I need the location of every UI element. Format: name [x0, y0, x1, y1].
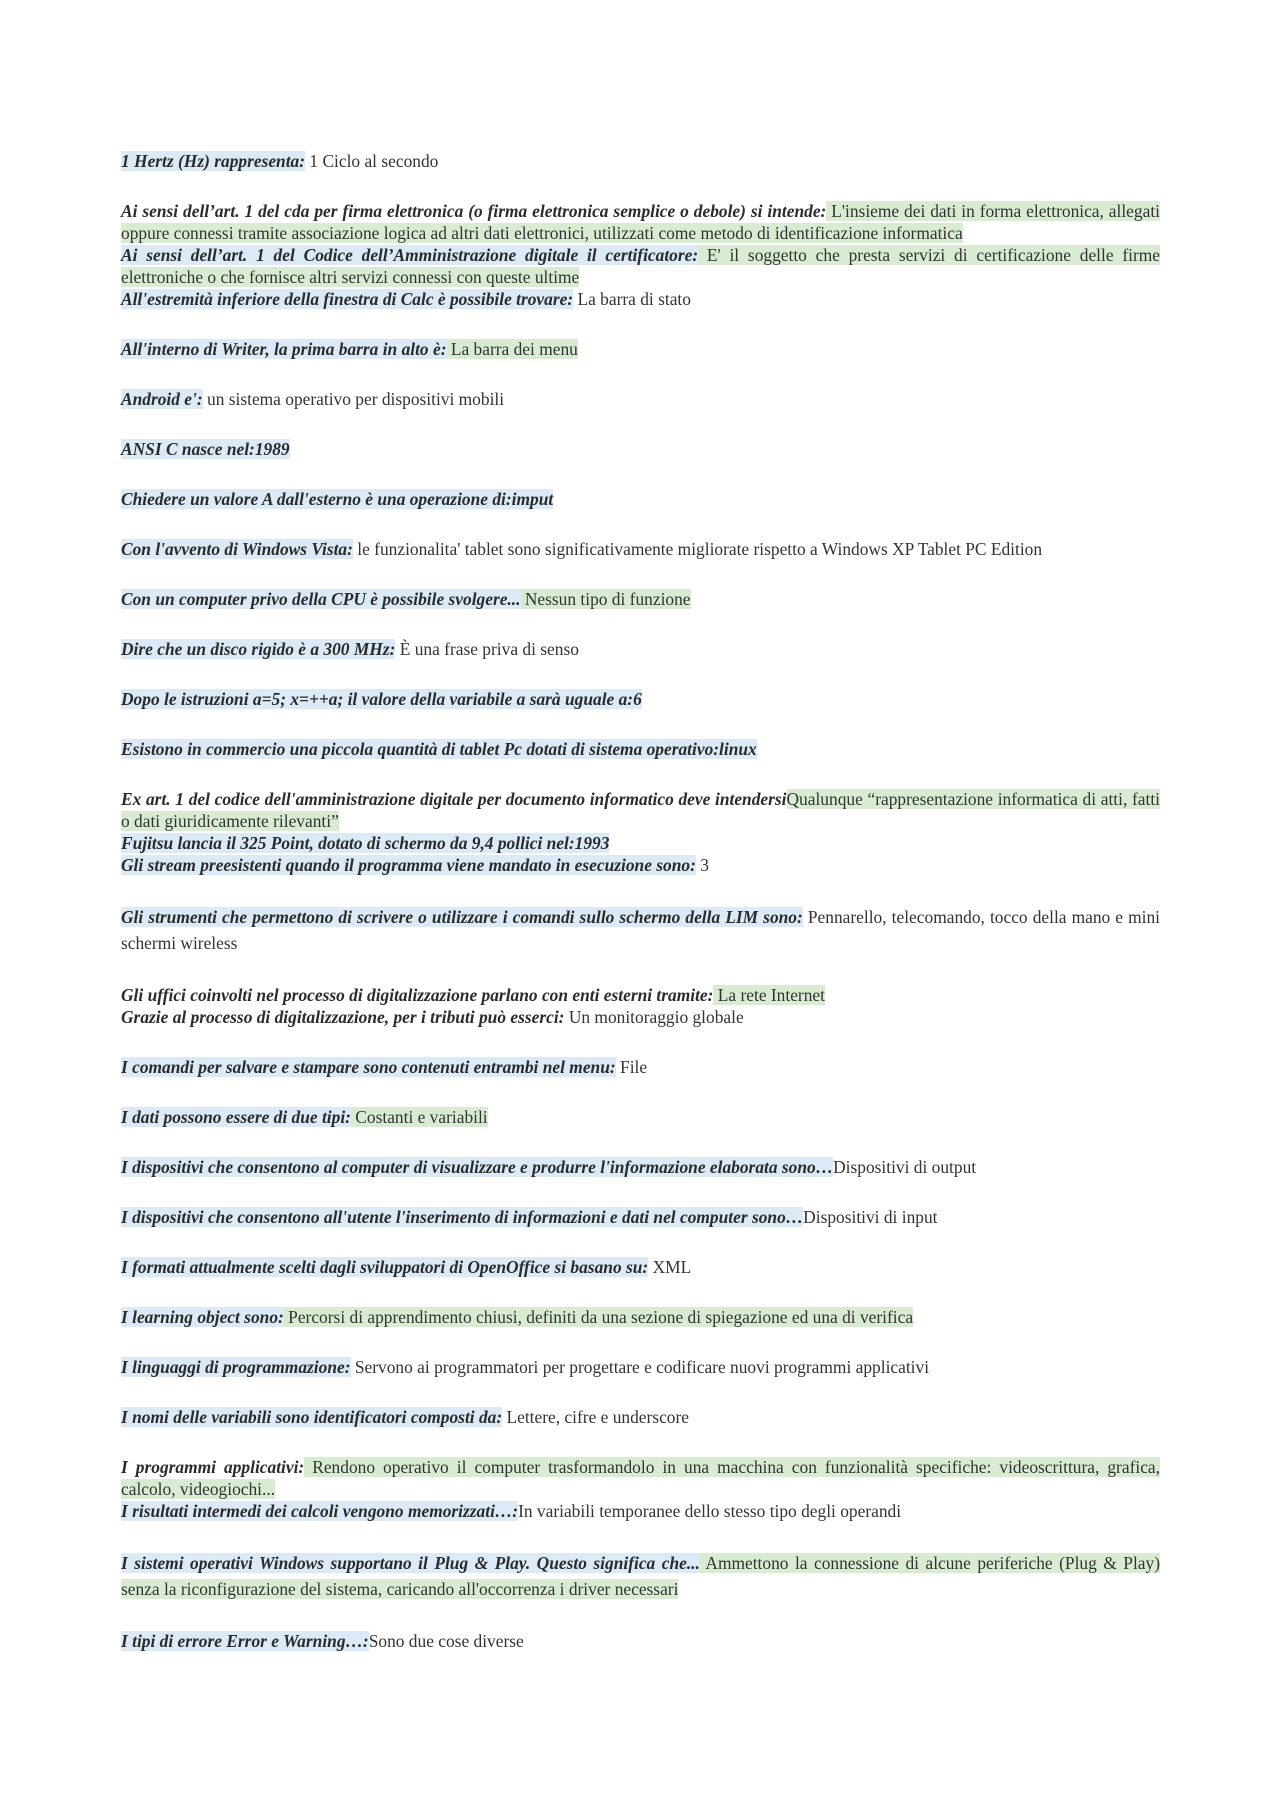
answer: Qualunque “rappresentazione informatica di atti, fatti o dati giuridicamente rilevanti” [121, 789, 1160, 831]
qa-entry [121, 638, 1160, 660]
qa-entry [121, 1106, 1160, 1128]
qa-entry [121, 738, 1160, 760]
qa-entry [121, 1550, 1160, 1602]
qa-entry [121, 538, 1160, 560]
qa-entry [121, 244, 1160, 288]
question: I sistemi operativi Windows supportano il Plug & Play. Questo significa che... [121, 1553, 700, 1573]
qa-entry [121, 1406, 1160, 1428]
question: I nomi delle variabili sono identificatori composti da: [121, 1407, 503, 1427]
qa-entry [121, 904, 1160, 956]
question: All'interno di Writer, la prima barra in alto è: [121, 339, 447, 359]
answer: In variabili temporanee dello stesso tipo degli operandi [518, 1501, 902, 1521]
answer: Pennarello, telecomando, tocco della mano e mini schermi wireless [121, 907, 1160, 953]
answer: La barra di stato [573, 289, 691, 309]
question: I comandi per salvare e stampare sono contenuti entrambi nel menu: [121, 1057, 616, 1077]
question: Gli strumenti che permettono di scrivere o utilizzare i comandi sullo schermo della LIM sono: [121, 907, 803, 927]
question: I dati possono essere di due tipi: [121, 1107, 351, 1127]
answer: le funzionalita' tablet sono significativamente migliorate rispetto a Windows XP Tablet PC Edition [352, 539, 1043, 559]
question: Chiedere un valore A dall'esterno è una operazione di:imput [121, 489, 554, 509]
qa-entry [121, 588, 1160, 610]
qa-entry [121, 788, 1160, 832]
qa-entry [121, 1156, 1160, 1178]
qa-entry [121, 832, 1160, 854]
question: I learning object sono: [121, 1307, 284, 1327]
qa-entry [121, 1500, 1160, 1522]
question: Ai sensi dell’art. 1 del Codice dell’Amministrazione digitale il certificatore: [121, 245, 699, 265]
question: Fujitsu lancia il 325 Point, dotato di schermo da 9,4 pollici nel:1993 [121, 833, 610, 853]
qa-entry [121, 1256, 1160, 1278]
qa-entry [121, 1056, 1160, 1078]
qa-entry [121, 150, 1160, 172]
qa-entry [121, 984, 1160, 1006]
question: I dispositivi che consentono all'utente l'inserimento di informazioni e dati nel computer sono… [121, 1207, 804, 1227]
answer: Un monitoraggio globale [564, 1007, 744, 1027]
qa-entry [121, 1206, 1160, 1228]
question: Android e': [121, 389, 203, 409]
qa-entry [121, 1456, 1160, 1500]
answer: Nessun tipo di funzione [520, 589, 691, 609]
question: ANSI C nasce nel:1989 [121, 439, 290, 459]
answer: La rete Internet [713, 985, 825, 1005]
question: Dire che un disco rigido è a 300 MHz: [121, 639, 396, 659]
question: I formati attualmente scelti dagli sviluppatori di OpenOffice si basano su: [121, 1257, 649, 1277]
qa-entry [121, 488, 1160, 510]
answer: un sistema operativo per dispositivi mobili [202, 389, 505, 409]
answer: Servono ai programmatori per progettare e codificare nuovi programmi applicativi [350, 1357, 930, 1377]
answer: La barra dei menu [446, 339, 578, 359]
qa-entry [121, 1356, 1160, 1378]
answer: Lettere, cifre e underscore [502, 1407, 689, 1427]
question: I tipi di errore Error e Warning…: [121, 1631, 369, 1651]
answer: Ammettono la connessione di alcune periferiche (Plug & Play) senza la riconfigurazione del sistema, caricando all'occorrenza i driver necessari [121, 1553, 1160, 1599]
answer: Rendono operativo il computer trasformandolo in una macchina con funzionalità specifiche: videoscrittura, grafica, calcolo, videogiochi... [121, 1457, 1160, 1499]
question: All'estremità inferiore della finestra di Calc è possibile trovare: [121, 289, 574, 309]
question: I programmi applicativi: [121, 1457, 305, 1477]
answer: Costanti e variabili [350, 1107, 488, 1127]
answer: E' il soggetto che presta servizi di certificazione delle firme elettroniche o che fornisce altri servizi connessi con queste ultime [121, 245, 1161, 287]
qa-entry [121, 1630, 1160, 1652]
answer: File [615, 1057, 648, 1077]
answer: Percorsi di apprendimento chiusi, definiti da una sezione di spiegazione ed una di verifica [283, 1307, 914, 1327]
answer: 1 Ciclo al secondo [305, 151, 439, 171]
question: I dispositivi che consentono al computer di visualizzare e produrre l'informazione elaborata sono… [121, 1157, 834, 1177]
qa-entry [121, 388, 1160, 410]
answer: XML [648, 1257, 692, 1277]
question: I risultati intermedi dei calcoli vengono memorizzati…: [121, 1501, 519, 1521]
qa-entry [121, 338, 1160, 360]
qa-entry [121, 288, 1160, 310]
question: 1 Hertz (Hz) rappresenta: [121, 151, 306, 171]
qa-entry [121, 854, 1160, 876]
question: Ex art. 1 del codice dell'amministrazione digitale per documento informatico deve intendersi [121, 789, 787, 809]
question: Gli uffici coinvolti nel processo di digitalizzazione parlano con enti esterni tramite: [121, 985, 714, 1005]
answer: Sono due cose diverse [368, 1631, 524, 1651]
qa-entry [121, 438, 1160, 460]
question: Esistono in commercio una piccola quantità di tablet Pc dotati di sistema operativo:linux [121, 739, 757, 759]
answer: 3 [695, 855, 709, 875]
question: I linguaggi di programmazione: [121, 1357, 351, 1377]
qa-entry [121, 1306, 1160, 1328]
answer: È una frase priva di senso [395, 639, 579, 659]
question: Gli stream preesistenti quando il programma viene mandato in esecuzione sono: [121, 855, 696, 875]
answer: Dispositivi di output [833, 1157, 977, 1177]
document-page [121, 150, 1160, 1652]
answer: L'insieme dei dati in forma elettronica, allegati oppure connessi tramite associazione logica ad altri dati elettronici, utilizzati come metodo di identificazione informatica [121, 201, 1160, 243]
qa-entry [121, 688, 1160, 710]
answer: Dispositivi di input [803, 1207, 938, 1227]
question: Ai sensi dell’art. 1 del cda per firma elettronica (o firma elettronica semplice o debole) si intende: [121, 201, 827, 221]
question: Grazie al processo di digitalizzazione, per i tributi può esserci: [121, 1007, 565, 1027]
question: Dopo le istruzioni a=5; x=++a; il valore della variabile a sarà uguale a:6 [121, 689, 642, 709]
qa-entry [121, 200, 1160, 244]
question: Con l'avvento di Windows Vista: [121, 539, 353, 559]
question: Con un computer privo della CPU è possibile svolgere... [121, 589, 521, 609]
qa-entry [121, 1006, 1160, 1028]
